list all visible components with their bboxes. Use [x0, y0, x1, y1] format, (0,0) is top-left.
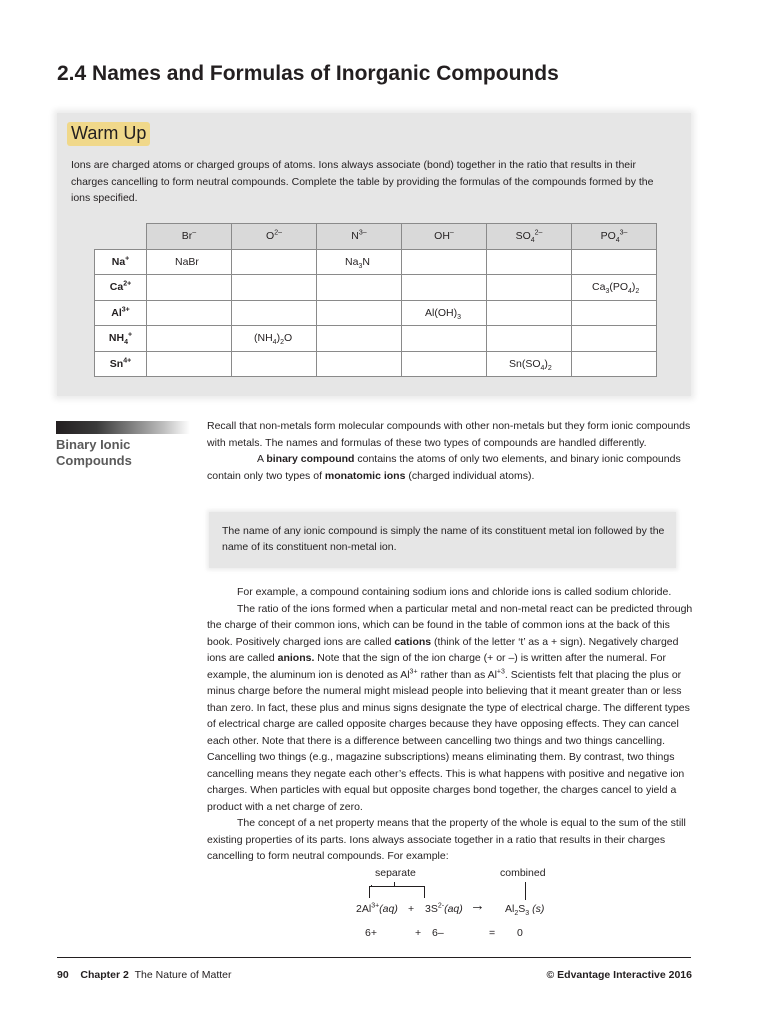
page-number: 90: [57, 969, 69, 981]
bracket-left: [369, 886, 370, 898]
table-cell[interactable]: [487, 326, 572, 352]
table-cell[interactable]: [487, 275, 572, 301]
intro-paragraph: [207, 418, 697, 484]
table-cell[interactable]: [147, 326, 232, 352]
table-cell[interactable]: [402, 326, 487, 352]
table-row: [95, 300, 657, 326]
table-cell[interactable]: [317, 300, 402, 326]
row-header: $Ca^{2+}$: [95, 275, 147, 301]
row-header: $Sn^{4+}$: [95, 351, 147, 377]
label-separate: separate: [375, 867, 416, 879]
column-header: $N^{3-}$: [317, 224, 402, 250]
table-cell: $Na_3N$: [317, 249, 402, 275]
net-charge: 0: [517, 927, 523, 939]
term-binary-compound: binary compound: [266, 453, 355, 465]
paragraph-ions: The ratio of the ions formed when a particular metal and non-metal react can be predicted through the charge of their common ions, which can be found in the table of common ions at the back of this book. Positively charged ions are called cations (think of the letter ‘t’ as a + sign). Negatively charged ions are called anions. Note that the sign of the ion charge (+ or –) is written after the numeral. For example, the aluminum ion is denoted as $Al^{3+}$ rather than as $Al^{+3}$. Scientists felt that placing the plus or minus charge before the numeral might mislead people into believing that it meant greater than or less than zero. In fact, these plus and minus signs designate the type of electrical charge. The different types of electrical charge are called opposite charges because they have opposing effects. They can cancel each other. Note that there is a difference between cancelling two things and two things cancelling. Cancelling two things (e.g., magazine subscriptions) means eliminating them. By contrast, two things cancelling means they negate each other’s effects. This is what happens with positive and negative ion charges. When particles with equal but opposite charges bond together, the charges cancel to yield a product with a net charge of zero.: [207, 602, 693, 813]
note-text: The name of any ionic compound is simply the name of its constituent metal ion followed by the name of its constituent non-metal ion.: [222, 525, 665, 553]
term-anions: anions.: [277, 652, 315, 664]
footer-copyright: © Edvantage Interactive 2016: [546, 969, 692, 981]
charge-plus: +: [415, 927, 422, 939]
table-cell[interactable]: [402, 249, 487, 275]
table-cell[interactable]: [487, 300, 572, 326]
paragraph-example: For example, a compound containing sodium ions and chloride ions is called sodium chloride.: [237, 586, 672, 598]
table-cell[interactable]: [317, 326, 402, 352]
bracket-top: [369, 886, 424, 887]
page-title: 2.4 Names and Formulas of Inorganic Compounds: [57, 62, 559, 85]
table-cell[interactable]: [402, 351, 487, 377]
bracket-right: [424, 886, 425, 898]
column-header: Br–: [147, 224, 232, 250]
plus-sign: +: [408, 903, 415, 915]
column-header: OH–: [402, 224, 487, 250]
sidebar-gradient-bar: [56, 421, 190, 434]
row-header: Na+: [95, 249, 147, 275]
table-cell[interactable]: [147, 351, 232, 377]
table-row: [95, 275, 657, 301]
paragraph-net-property: The concept of a net property means that the property of the whole is equal to the sum of the still existing properties of its parts. Ions always associate together in a ratio that results in their charges cancelling to form neutral compounds. For example:: [207, 817, 686, 862]
chapter-title: The Nature of Matter: [134, 969, 232, 981]
sidebar-heading: Binary Ionic Compounds: [56, 437, 132, 468]
table-cell[interactable]: [232, 275, 317, 301]
term-cations: cations: [394, 635, 432, 648]
body-text: [207, 584, 697, 865]
table-cell[interactable]: [232, 300, 317, 326]
table-cell[interactable]: [232, 249, 317, 275]
binary-definition: A binary compound contains the atoms of only two elements, and binary ionic compounds contain only two types of monatomic ions (charged individual atoms).: [207, 453, 681, 482]
warm-up-intro: Ions are charged atoms or charged groups of atoms. Ions always associate (bond) together in the ratio that results in their charges cancelling to form neutral compounds. Complete the table by providing the formulas of the compounds formed by the ions specified.: [71, 159, 654, 204]
table-cell[interactable]: [232, 351, 317, 377]
recall-text: Recall that non-metals form molecular compounds with other non-metals but they form ionic compounds with metals. The names and formulas of these two types of compounds are handled differently.: [207, 420, 691, 449]
reaction-arrow: →: [470, 897, 485, 914]
chapter-label: Chapter 2: [80, 969, 129, 981]
term-monatomic-ions: monatomic ions: [324, 469, 406, 482]
table-cell[interactable]: [402, 275, 487, 301]
table-cell[interactable]: [317, 275, 402, 301]
table-cell[interactable]: [572, 326, 657, 352]
table-header-row: [95, 224, 657, 250]
table-cell: NaBr: [147, 249, 232, 275]
table-row: [95, 326, 657, 352]
column-header: $PO_4^{3-}$: [572, 224, 657, 250]
table-cell[interactable]: [317, 351, 402, 377]
table-cell[interactable]: [487, 249, 572, 275]
charge-equals: =: [489, 927, 496, 939]
ion-formula-table: [94, 223, 657, 377]
table-row: [95, 249, 657, 275]
warm-up-heading: Warm Up: [67, 122, 150, 146]
reactant-sulfide: $3S^{2-}(aq)$: [425, 902, 463, 915]
table-cell: $(NH_4)_2O$: [232, 326, 317, 352]
row-header: $Al^{3+}$: [95, 300, 147, 326]
table-cell: $Sn(SO_4)_2$: [487, 351, 572, 377]
charge-positive: 6+: [365, 927, 377, 939]
table-cell: $Al(OH)_3$: [402, 300, 487, 326]
column-header: $O^{2-}$: [232, 224, 317, 250]
table-corner: [95, 224, 147, 250]
column-header: $SO_4^{2-}$: [487, 224, 572, 250]
product-aluminum-sulfide: $Al_2S_3$ (s): [505, 903, 545, 918]
table-row: [95, 351, 657, 377]
table-cell: $Ca_3(PO_4)_2$: [572, 275, 657, 301]
label-combined: combined: [500, 867, 546, 879]
reactant-aluminum: $2Al^{3+}(aq)$: [356, 902, 398, 915]
footer-divider: [57, 957, 691, 958]
table-cell[interactable]: [572, 300, 657, 326]
table-cell[interactable]: [572, 249, 657, 275]
combined-stem: [525, 882, 526, 900]
table-cell[interactable]: [147, 275, 232, 301]
table-cell[interactable]: [572, 351, 657, 377]
row-header: $NH_4^+$: [95, 326, 147, 352]
table-cell[interactable]: [147, 300, 232, 326]
footer-chapter: [57, 969, 232, 981]
charge-negative: 6–: [432, 927, 444, 939]
